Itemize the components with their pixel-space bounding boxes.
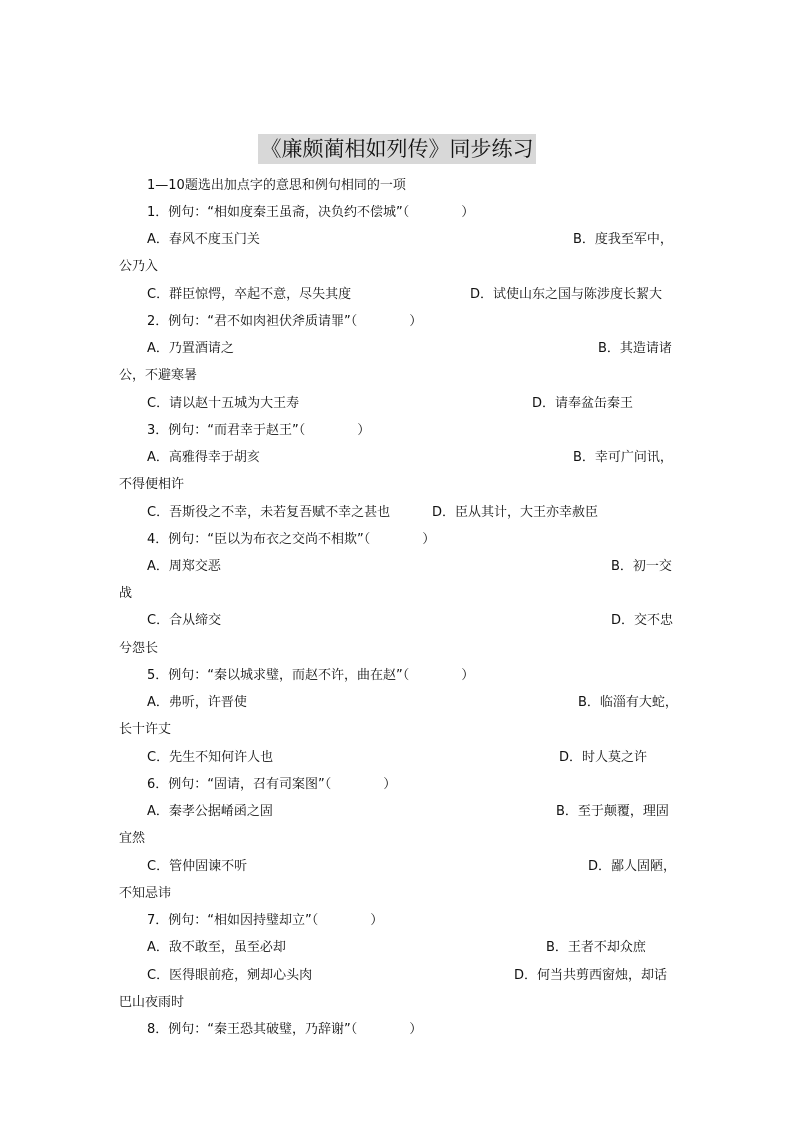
question-8: 8．例句：“秦王恐其破璧，乃辞谢”（ ） (147, 1022, 423, 1037)
q2-option-b: B．其造请诸 (598, 341, 672, 356)
instruction: 1—10题选出加点字的意思和例句相同的一项 (147, 178, 406, 193)
q7-option-b: B．王者不却众庶 (546, 940, 646, 955)
question-7: 7．例句：“相如因持璧却立”（ ） (147, 913, 384, 928)
q6-option-a: A．秦孝公据崤函之固 (147, 804, 273, 819)
q2-option-c: C．请以赵十五城为大王寿 (147, 396, 300, 411)
q5-option-b-cont: 长十许丈 (119, 722, 172, 737)
q4-option-d-cont: 兮怨长 (119, 641, 159, 656)
q3-option-b: B．幸可广问讯， (573, 450, 673, 465)
q6-option-b-cont: 宜然 (119, 831, 146, 846)
q4-option-c: C．合从缔交 (147, 613, 222, 628)
q7-option-a: A．敌不敢至，虽至必却 (147, 940, 286, 955)
question-3: 3．例句：“而君幸于赵王”（ ） (147, 423, 371, 438)
q6-option-d: D．鄙人固陋， (588, 859, 677, 874)
question-1: 1．例句：“相如度秦王虽斋，决负约不偿城”（ ） (147, 205, 475, 220)
page-title: 《廉颇蔺相如列传》同步练习 (258, 134, 536, 164)
question-6: 6．例句：“固请，召有司案图”（ ） (147, 777, 397, 792)
q7-option-c: C．医得眼前疮，剜却心头肉 (147, 968, 313, 983)
q3-option-c: C．吾斯役之不幸，未若复吾赋不幸之甚也 (147, 505, 391, 520)
question-5: 5．例句：“秦以城求璧，而赵不许，曲在赵”（ ） (147, 668, 475, 683)
q4-option-b: B．初一交 (611, 559, 672, 574)
q5-option-c: C．先生不知何许人也 (147, 750, 274, 765)
q2-option-d: D．请奉盆缶秦王 (532, 396, 634, 411)
q7-option-d: D．何当共剪西窗烛，却话 (514, 968, 668, 983)
q5-option-b: B．临淄有大蛇， (578, 695, 678, 710)
q6-option-d-cont: 不知忌讳 (119, 886, 172, 901)
q1-option-d: D．试使山东之国与陈涉度长絜大 (470, 287, 663, 302)
question-4: 4．例句：“臣以为布衣之交尚不相欺”（ ） (147, 532, 436, 547)
q3-option-b-cont: 不得便相许 (119, 477, 185, 492)
q1-option-c: C．群臣惊愕，卒起不意，尽失其度 (147, 287, 352, 302)
q1-option-b: B．度我至军中， (573, 232, 673, 247)
q4-option-a: A．周郑交恶 (147, 559, 221, 574)
q3-option-d: D．臣从其计，大王亦幸赦臣 (432, 505, 599, 520)
q3-option-a: A．高雅得幸于胡亥 (147, 450, 260, 465)
q7-option-d-cont: 巴山夜雨时 (119, 995, 185, 1010)
q5-option-a: A．弗听，许晋使 (147, 695, 247, 710)
q6-option-b: B．至于颠覆，理固 (556, 804, 669, 819)
q2-option-b-cont: 公，不避寒暑 (119, 368, 198, 383)
q1-option-a: A．春风不度玉门关 (147, 232, 260, 247)
question-2: 2．例句：“君不如肉袒伏斧质请罪”（ ） (147, 314, 423, 329)
q1-option-b-cont: 公乃入 (119, 259, 159, 274)
q4-option-b-cont: 战 (119, 586, 133, 601)
q6-option-c: C．管仲固谏不听 (147, 859, 248, 874)
q4-option-d: D．交不忠 (611, 613, 674, 628)
q5-option-d: D．时人莫之许 (559, 750, 648, 765)
q2-option-a: A．乃置酒请之 (147, 341, 234, 356)
